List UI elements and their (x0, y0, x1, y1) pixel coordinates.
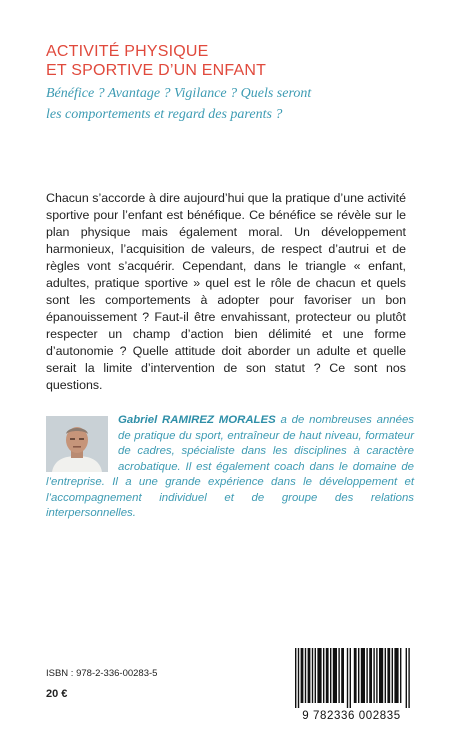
book-title-line-1: ACTIVITÉ PHYSIQUE (46, 43, 209, 60)
price: 20 € (46, 688, 68, 700)
author-bio-text: a de nombreuses années de pratique du sport, entraîneur de haut niveau, formateur de cadres, spécialiste dans les disciplines à caractère acrobatique. Il est également coach dans le domaine de l’entreprise. Il a une grande expérience dans le développement et l’accompagnement individuel et de groupe des relations interpersonnelles. (46, 414, 415, 519)
book-subtitle-line-2: les comportements et regard des parents ? (46, 107, 283, 122)
author-portrait-icon (46, 416, 108, 472)
book-summary: Chacun s’accorde à dire aujourd’hui que la pratique d’une activité sportive pour l’enfant est bénéfique. Ce bénéfice se révèle sur le plan physique mais également moral. Un développement harmonieux, l’acquisition de valeurs, de respect d’autrui et de règles vont s’acquérir. Cependant, dans le triangle « enfant, adultes, pratique sportive » quel est le rôle de chacun et quels sont les comportements à adopter pour favoriser un bon épanouissement ? Faut-il être envahissant, protecteur ou plutôt respecter un champ d’action bien délimité et une forme d’autonomie ? Quelle attitude doit aborder un adulte et quelle serait la limite d’intervention de son statut ? Ce sont nos questions. (46, 191, 406, 392)
book-title (46, 42, 266, 80)
author-photo (46, 416, 108, 472)
isbn: ISBN : 978-2-336-00283-5 (46, 668, 158, 679)
book-title-line-2: ET SPORTIVE D’UN ENFANT (46, 62, 267, 79)
author-bio (46, 413, 414, 522)
barcode-digits: 9 782336 002835 (302, 710, 401, 722)
book-subtitle (46, 83, 311, 125)
barcode (289, 646, 414, 726)
book-subtitle-line-1: Bénéfice ? Avantage ? Vigilance ? Quels seront (46, 86, 312, 101)
barcode-icon (295, 648, 410, 708)
author-name: Gabriel RAMIREZ MORALES (118, 414, 276, 426)
